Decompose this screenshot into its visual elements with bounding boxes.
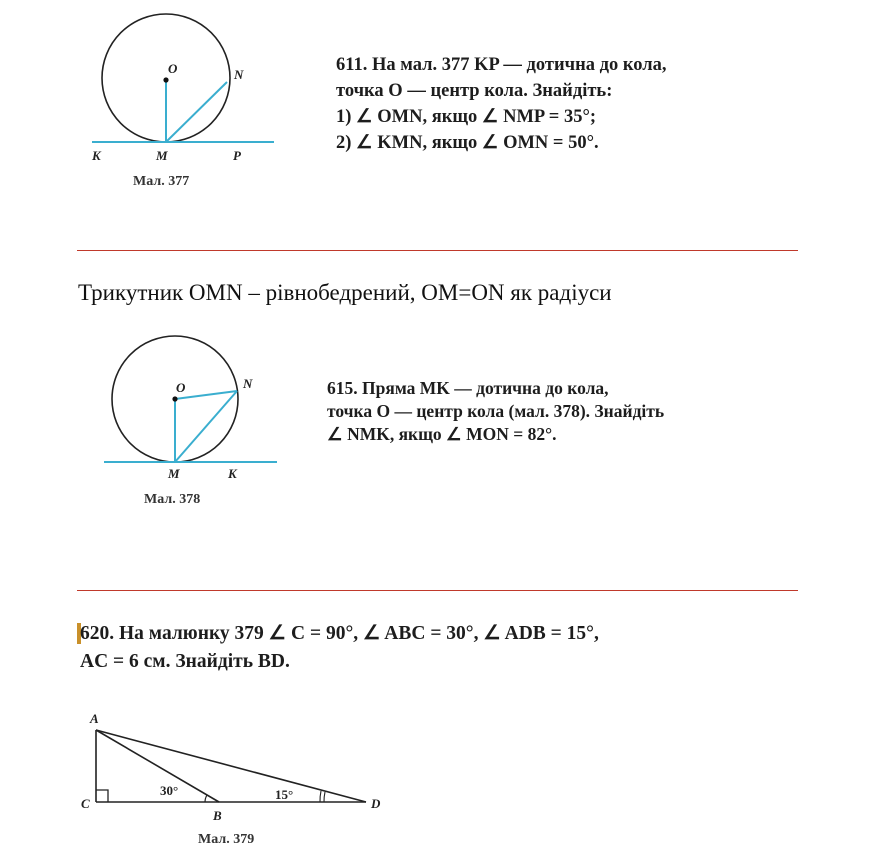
caption-378: Мал. 378 xyxy=(144,492,201,507)
caption-379: Мал. 379 xyxy=(198,832,255,847)
answer-text: Трикутник OMN – рівнобедрений, OM=ON як радіуси xyxy=(78,280,612,305)
label-c: C xyxy=(81,796,90,811)
problem-620-line-1-text: На малюнку 379 ∠ C = 90°, ∠ ABC = 30°, ∠ ADB = 15°, xyxy=(119,623,599,644)
problem-611-line-3: 1) ∠ OMN, якщо ∠ NMP = 35°; xyxy=(336,107,597,127)
problem-620-number: 620. xyxy=(77,623,114,644)
problem-615-line-1-text: Пряма MK — дотична до кола, xyxy=(362,378,609,398)
label-n: N xyxy=(234,67,244,82)
problem-615-number: 615. xyxy=(327,378,358,398)
label-p: P xyxy=(233,148,241,163)
problem-615-line-3: ∠ NMK, якщо ∠ MON = 82°. xyxy=(327,424,557,444)
label-a: A xyxy=(90,711,99,726)
segment-ab xyxy=(96,730,219,802)
problem-611-line-2: точка O — центр кола. Знайдіть: xyxy=(336,81,613,101)
angle-label-d: 15° xyxy=(275,787,294,802)
label-o-378: O xyxy=(176,380,186,395)
problem-620-line-2: AC = 6 см. Знайдіть BD. xyxy=(80,651,290,672)
label-k-378: K xyxy=(228,466,237,481)
label-m: M xyxy=(156,148,168,163)
label-m-378: M xyxy=(168,466,180,481)
problem-611-number: 611. xyxy=(336,55,368,75)
angle-arc-d-2 xyxy=(320,791,321,802)
problem-611-line-1-text: На мал. 377 KP — дотична до кола, xyxy=(371,55,667,75)
angle-label-b: 30° xyxy=(160,783,179,798)
label-k: K xyxy=(92,148,101,163)
caption-377: Мал. 377 xyxy=(133,174,190,189)
right-angle-marker xyxy=(96,790,108,802)
problem-615-line-2: точка O — центр кола (мал. 378). Знайдіть xyxy=(327,401,665,421)
label-d: D xyxy=(371,796,381,811)
angle-arc-d-1 xyxy=(324,792,325,802)
label-b: B xyxy=(213,808,222,823)
segment-ad xyxy=(96,730,366,802)
label-o: O xyxy=(168,61,178,76)
label-n-378: N xyxy=(243,376,253,391)
problem-611-line-4: 2) ∠ KMN, якщо ∠ OMN = 50°. xyxy=(336,133,599,153)
angle-arc-b xyxy=(205,795,207,802)
